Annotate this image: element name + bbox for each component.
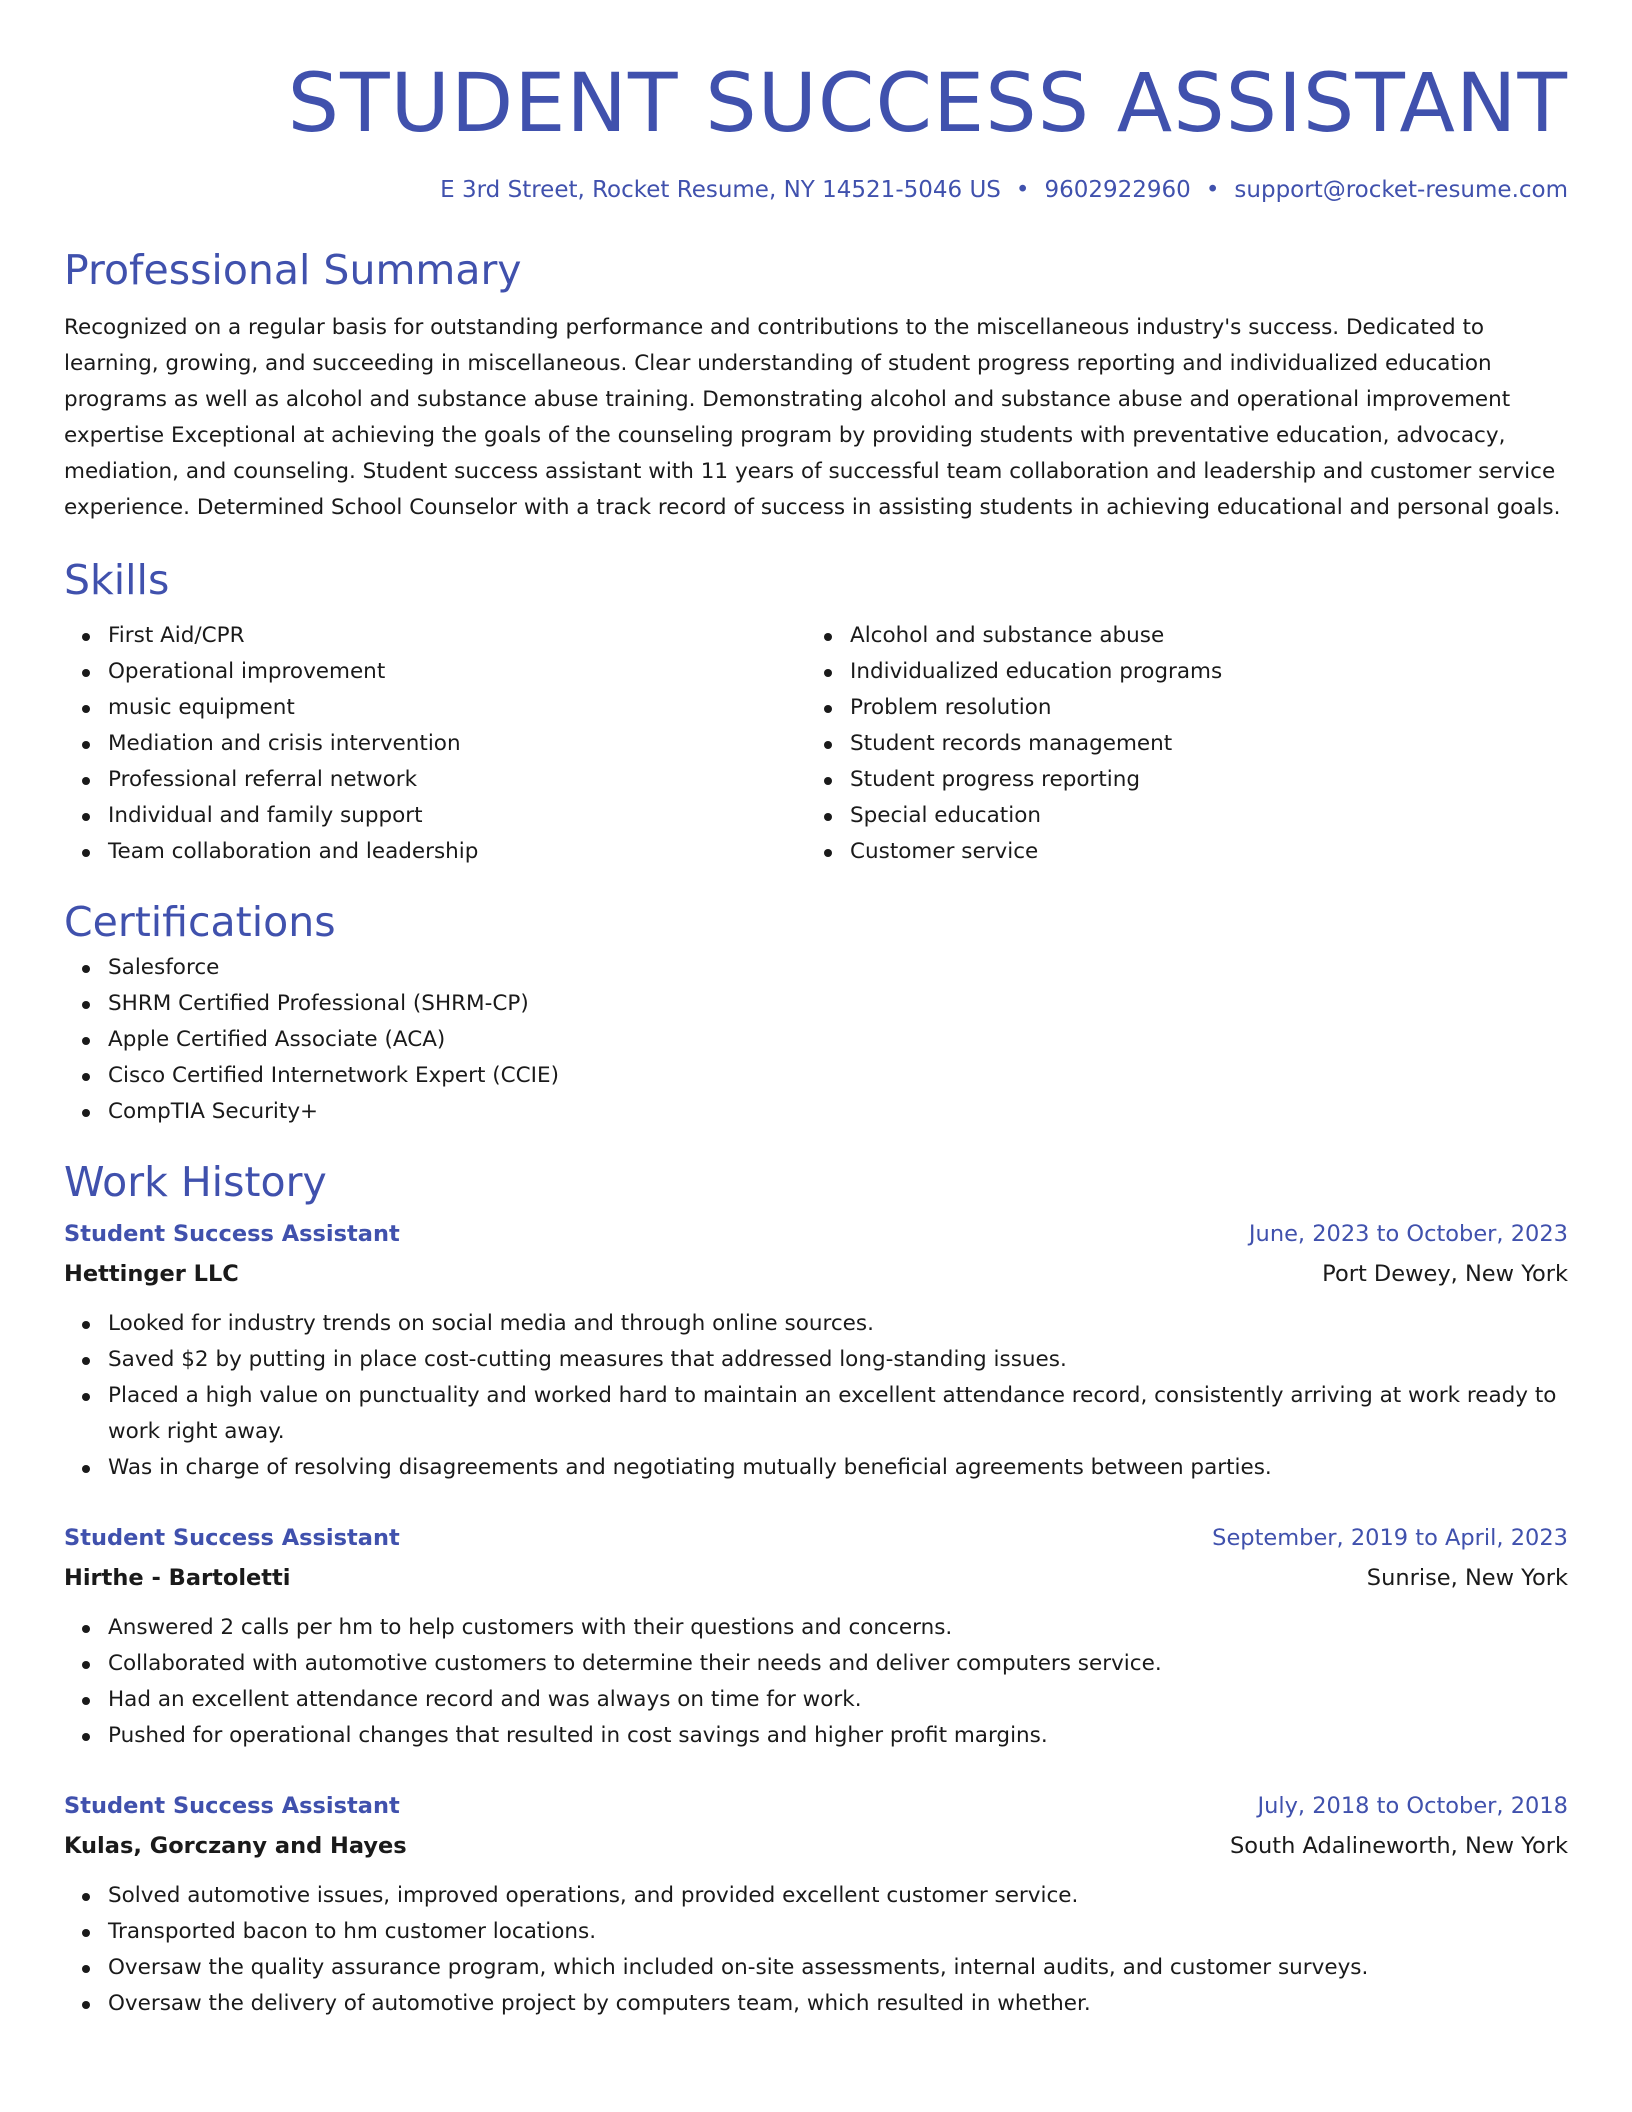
resume-header [64, 0, 1568, 208]
certifications-list [64, 950, 1568, 1130]
job-bullet: Collaborated with automotive customers to determine their needs and deliver computers service. [64, 1646, 1568, 1682]
job-entry [64, 1518, 1568, 1754]
job-bullet: Oversaw the delivery of automotive project by computers team, which resulted in whether. [64, 1986, 1568, 2022]
contact-separator: • [1015, 177, 1030, 203]
skills-section [64, 552, 1568, 870]
skills-heading: Skills [64, 556, 170, 604]
skill-item: Individualized education programs [806, 654, 1548, 690]
job-company: Hettinger LLC [64, 1261, 239, 1287]
contact-line [64, 172, 1568, 208]
candidate-name: STUDENT SUCCESS ASSISTANT [287, 57, 1568, 151]
skill-item: music equipment [64, 690, 806, 726]
certification-item: CompTIA Security+ [64, 1094, 1568, 1130]
job-bullets [64, 1610, 1568, 1754]
job-bullet: Saved $2 by putting in place cost-cutting measures that addressed long-standing issues. [64, 1342, 1568, 1378]
skill-item: Alcohol and substance abuse [806, 618, 1548, 654]
job-dates: July, 2018 to October, 2018 [1257, 1793, 1568, 1819]
certification-item: Apple Certified Associate (ACA) [64, 1022, 1568, 1058]
skills-list-right [806, 618, 1548, 870]
job-entry [64, 1786, 1568, 2022]
contact-separator: • [1205, 177, 1220, 203]
skill-item: Student progress reporting [806, 762, 1548, 798]
job-dates: June, 2023 to October, 2023 [1248, 1221, 1568, 1247]
job-bullet: Placed a high value on punctuality and worked hard to maintain an excellent attendance record, consistently arriving at work ready to work right away. [64, 1378, 1568, 1450]
skill-item: Operational improvement [64, 654, 806, 690]
resume-page [64, 0, 1568, 2022]
skill-item: Customer service [806, 834, 1548, 870]
certification-item: Salesforce [64, 950, 1568, 986]
work-history-heading: Work History [64, 1158, 327, 1206]
certifications-section [64, 894, 1568, 1130]
job-bullet: Transported bacon to hm customer locations. [64, 1914, 1568, 1950]
job-bullet: Pushed for operational changes that resulted in cost savings and higher profit margins. [64, 1718, 1568, 1754]
skill-item: Special education [806, 798, 1548, 834]
job-dates: September, 2019 to April, 2023 [1212, 1525, 1568, 1551]
job-location: Port Dewey, New York [1322, 1261, 1568, 1287]
skill-item: Individual and family support [64, 798, 806, 834]
job-entry [64, 1214, 1568, 1486]
skill-item: Mediation and crisis intervention [64, 726, 806, 762]
skill-item: Professional referral network [64, 762, 806, 798]
job-bullets [64, 1306, 1568, 1486]
job-company: Hirthe - Bartoletti [64, 1565, 291, 1591]
job-location: South Adalineworth, New York [1229, 1833, 1568, 1859]
job-bullet: Looked for industry trends on social media and through online sources. [64, 1306, 1568, 1342]
job-title: Student Success Assistant [64, 1221, 400, 1247]
skill-item: First Aid/CPR [64, 618, 806, 654]
skill-item: Student records management [806, 726, 1548, 762]
work-history-section [64, 1154, 1568, 2022]
job-title: Student Success Assistant [64, 1793, 400, 1819]
contact-phone: 9602922960 [1044, 177, 1191, 203]
job-location: Sunrise, New York [1366, 1565, 1568, 1591]
job-bullet: Solved automotive issues, improved operations, and provided excellent customer service. [64, 1878, 1568, 1914]
job-title: Student Success Assistant [64, 1525, 400, 1551]
job-company: Kulas, Gorczany and Hayes [64, 1833, 407, 1859]
summary-heading: Professional Summary [64, 246, 522, 294]
certification-item: SHRM Certified Professional (SHRM-CP) [64, 986, 1568, 1022]
contact-email: support@rocket-resume.com [1234, 177, 1568, 203]
skills-grid [64, 618, 1568, 870]
job-bullets [64, 1878, 1568, 2022]
summary-text: Recognized on a regular basis for outstanding performance and contributions to the miscellaneous industry's success. Dedicated to learning, growing, and succeeding in miscellaneous. Clear understanding of student progress reporting and individualized education programs as well as alcohol and substance abuse training. Demonstrating alcohol and substance abuse and operational improvement expertise Exceptional at achieving the goals of the counseling program by providing students with preventative education, advocacy, mediation, and counseling. Student success assistant with 11 years of successful team collaboration and leadership and customer service experience. Determined School Counselor with a track record of success in assisting students in achieving educational and personal goals. [64, 315, 1561, 520]
job-bullet: Had an excellent attendance record and was always on time for work. [64, 1682, 1568, 1718]
skills-list-left [64, 618, 806, 870]
skill-item: Problem resolution [806, 690, 1548, 726]
certifications-heading: Certifications [64, 898, 336, 946]
job-bullet: Answered 2 calls per hm to help customers with their questions and concerns. [64, 1610, 1568, 1646]
skill-item: Team collaboration and leadership [64, 834, 806, 870]
contact-address: E 3rd Street, Rocket Resume, NY 14521-5046 US [440, 177, 1001, 203]
job-bullet: Oversaw the quality assurance program, which included on-site assessments, internal audits, and customer surveys. [64, 1950, 1568, 1986]
certification-item: Cisco Certified Internetwork Expert (CCIE) [64, 1058, 1568, 1094]
job-bullet: Was in charge of resolving disagreements and negotiating mutually beneficial agreements between parties. [64, 1450, 1568, 1486]
summary-section [64, 242, 1568, 526]
